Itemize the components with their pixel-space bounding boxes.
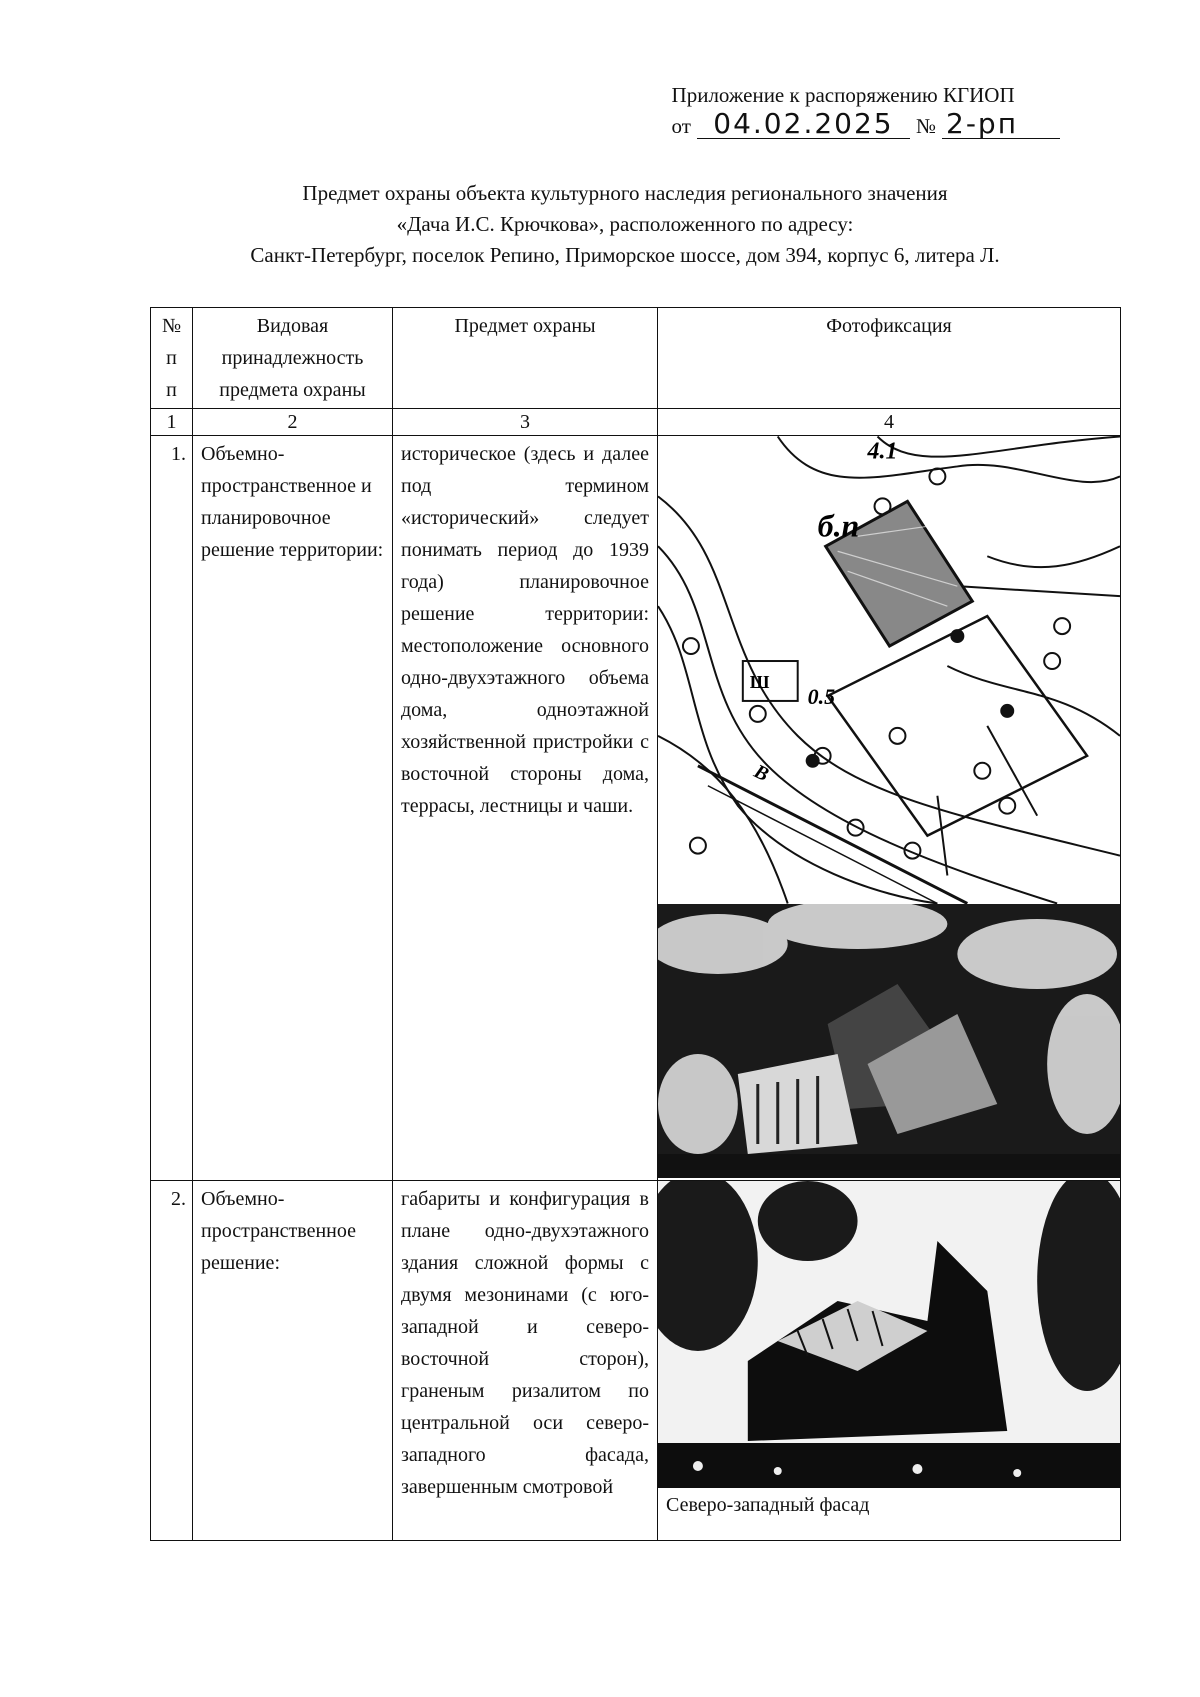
facade-photo — [658, 1181, 1120, 1488]
row-type: Объемно-пространственное и планировочное решение территории: — [193, 436, 393, 1181]
historic-photo — [658, 904, 1120, 1178]
col-number-3: 3 — [393, 409, 658, 436]
photo-caption: Северо-западный фасад — [666, 1494, 870, 1516]
header-photo: Фотофиксация — [658, 308, 1121, 409]
handwritten-number: 2-рп — [942, 110, 1060, 139]
protection-subject-table — [150, 307, 1121, 1541]
table-row — [151, 436, 1121, 1181]
appendix-date-line — [671, 107, 1060, 141]
header-subject: Предмет охраны — [393, 308, 658, 409]
title-line-3: Санкт-Петербург, поселок Репино, Приморское шоссе, дом 394, корпус 6, литера Л. — [250, 243, 1000, 267]
column-number-row — [151, 409, 1121, 436]
number-label: № — [915, 114, 936, 138]
col-number-2: 2 — [193, 409, 393, 436]
handwritten-date: 04.02.2025 — [697, 110, 910, 139]
appendix-line: Приложение к распоряжению КГИОП — [671, 83, 1015, 107]
photo-cell — [658, 436, 1121, 1181]
appendix-header — [672, 80, 1060, 141]
header-type: Видовая принадлежность предмета охраны — [193, 308, 393, 409]
header-number: № п п — [151, 308, 193, 409]
row-subject: габариты и конфигурация в плане одно-двухэтажного здания сложной формы с двумя мезонинами (с юго-западной и северо-восточной сторон), граненым ризалитом по центральной оси северо-западного фасада, завершенным смотровой — [393, 1181, 658, 1541]
row-subject: историческое (здесь и далее под термином «исторический» следует понимать период до 1939 года) планировочное решение территории: местоположение основного одно-двухэтажного объема дома, одноэтажной хозяйственной пристройки с восточной стороны дома, террасы, лестницы и чаши. — [393, 436, 658, 1181]
table-row — [151, 1181, 1121, 1541]
title-line-2: «Дача И.С. Крючкова», расположенного по адресу: — [396, 212, 854, 236]
document-title — [150, 178, 1100, 271]
from-label: от — [671, 114, 691, 138]
row-number: 1. — [151, 436, 193, 1181]
col-number-4: 4 — [658, 409, 1121, 436]
site-plan-map — [658, 436, 1120, 904]
row-type: Объемно-пространственное решение: — [193, 1181, 393, 1541]
title-line-1: Предмет охраны объекта культурного наследия регионального значения — [302, 181, 948, 205]
row-number: 2. — [151, 1181, 193, 1541]
map-label-elevation-c: 0.5 — [807, 683, 836, 709]
map-label-d: Ш — [749, 671, 770, 692]
photo-cell — [658, 1181, 1121, 1541]
table-header-row — [151, 308, 1121, 409]
col-number-1: 1 — [151, 409, 193, 436]
map-label-bp: б.п — [817, 508, 860, 544]
map-label-e: В — [750, 760, 773, 786]
map-label-elevation-a: 4.1 — [867, 438, 898, 465]
